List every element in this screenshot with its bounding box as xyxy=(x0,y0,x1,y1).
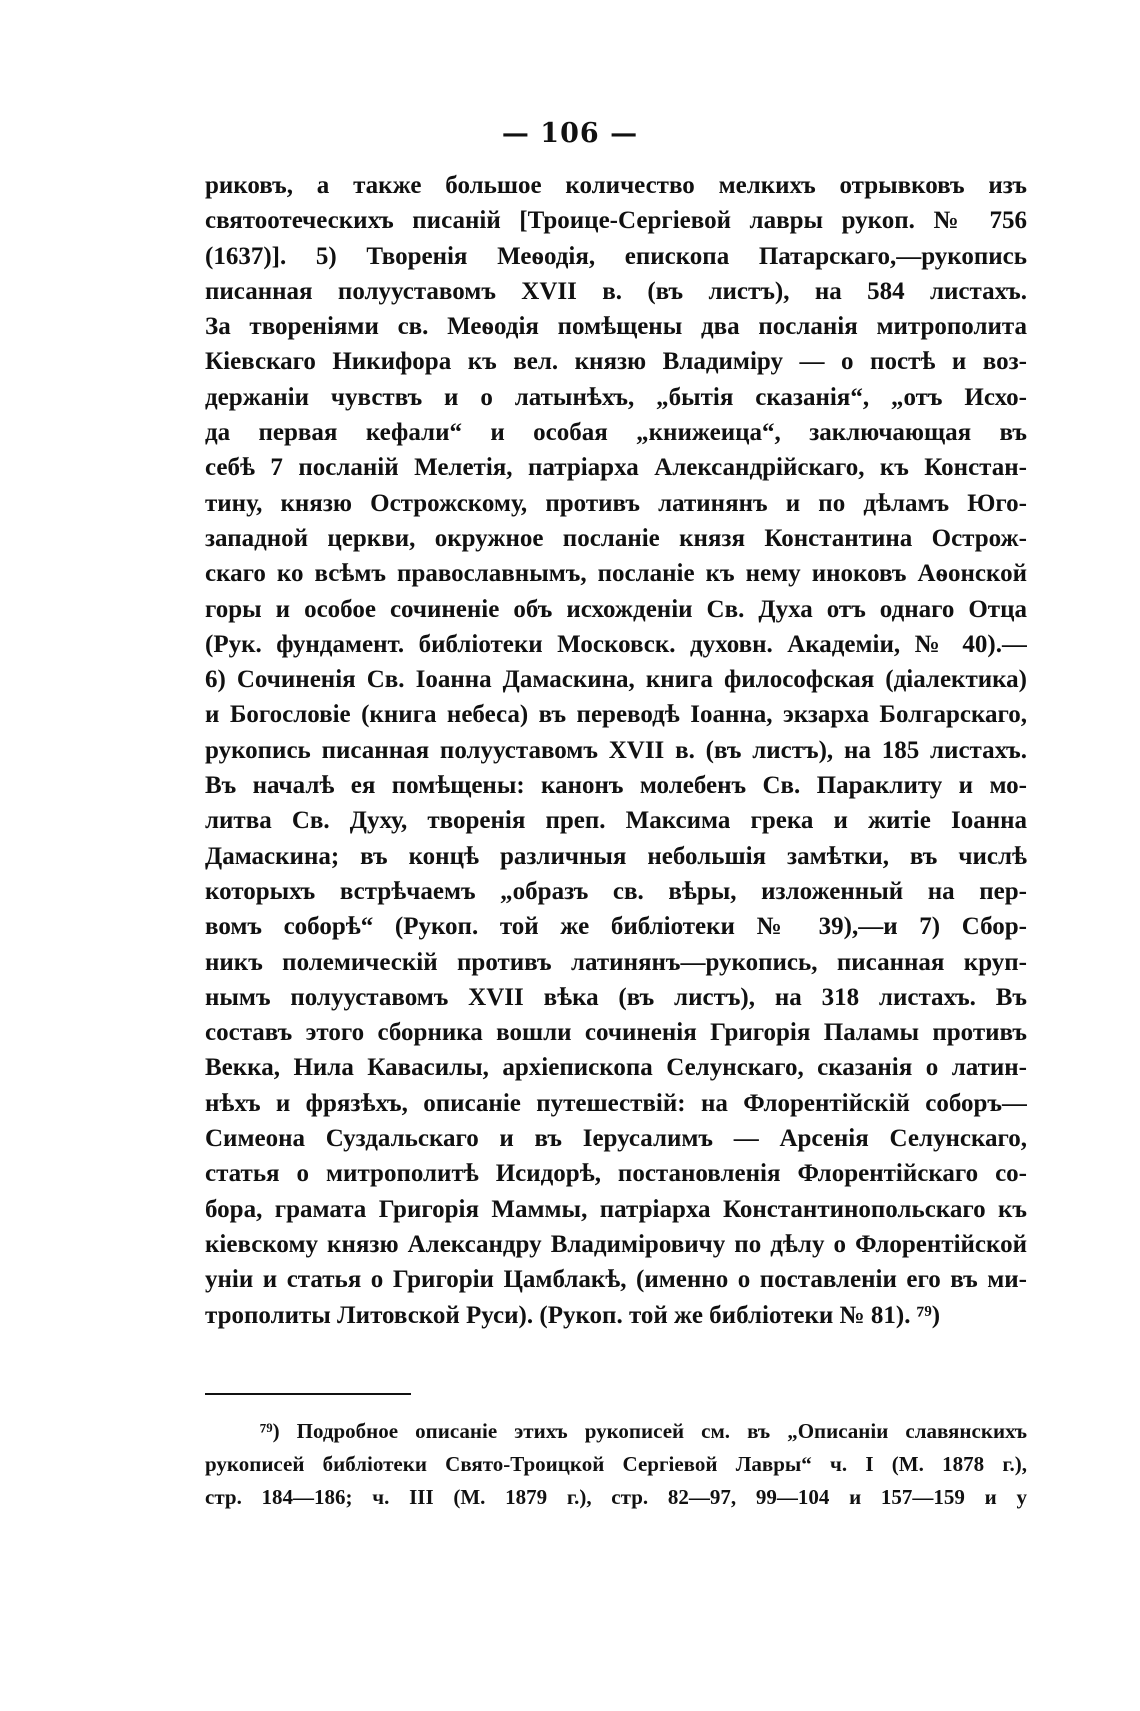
text-line: Дамаскина; въ концѣ различныя небольшія замѣтки, въ числѣ xyxy=(205,842,1027,870)
text-line: составъ этого сборника вошли сочиненія Григорія Паламы противъ xyxy=(205,1019,1027,1047)
text-line: Симеона Суздальскаго и въ Іерусалимъ — Арсенія Селунскаго, xyxy=(205,1125,1027,1153)
text-line: Векка, Нила Кавасилы, архіепископа Селунскаго, сказанія о латин- xyxy=(205,1054,1027,1082)
text-line: писанная полууставомъ XVII в. (въ листъ), на 584 листахъ. xyxy=(205,277,1027,305)
text-line: нѣхъ и фрязѣхъ, описаніе путешествій: на Флорентійскій соборъ— xyxy=(205,1089,1027,1117)
text-line: себѣ 7 посланій Мелетія, патріарха Александрійскаго, къ Констан- xyxy=(205,454,1027,482)
text-line: литва Св. Духу, творенія преп. Максима грека и житіе Іоанна xyxy=(205,807,1027,835)
text-line: тину, князю Острожскому, противъ латинянъ и по дѣламъ Юго- xyxy=(205,489,1027,517)
text-line: кіевскому князю Александру Владиміровичу по дѣлу о Флорентійской xyxy=(205,1230,1027,1258)
text-line: бора, грамата Григорія Маммы, патріарха Константинопольскаго къ xyxy=(205,1195,1027,1223)
text-line: (1637)]. 5) Творенія Меѳодія, епископа Патарскаго,—рукопись xyxy=(205,242,1027,270)
page-number: — 106 — xyxy=(501,118,639,149)
text-line: трополиты Литовской Руси). (Рукоп. той же библіотеки № 81). ⁷⁹) xyxy=(205,1301,941,1329)
text-line: (Рук. фундамент. библіотеки Московск. духовн. Академіи, № 40).— xyxy=(205,630,1027,658)
footnote-line: стр. 184—186; ч. III (М. 1879 г.), стр. 82—97, 99—104 и 157—159 и у xyxy=(205,1485,1027,1509)
text-line: риковъ, а также большое количество мелкихъ отрывковъ изъ xyxy=(205,172,1027,199)
text-line: За твореніями св. Меѳодія помѣщены два посланія митрополита xyxy=(205,313,1027,341)
footnote-line: ⁷⁹) Подробное описаніе этихъ рукописей см. въ „Описаніи славянскихъ xyxy=(260,1419,1027,1443)
text-line: Въ началѣ ея помѣщены: канонъ молебенъ Св. Параклиту и мо- xyxy=(205,772,1027,800)
text-line: да первая кефали“ и особая „книжеица“, заключающая въ xyxy=(205,419,1027,447)
text-line: держаніи чувствъ и о латынѣхъ, „бытія сказанія“, „отъ Исхо- xyxy=(205,383,1027,411)
text-line: нымъ полууставомъ XVII вѣка (въ листъ), на 318 листахъ. Въ xyxy=(205,983,1027,1011)
text-line: которыхъ встрѣчаемъ „образъ св. вѣры, изложенный на пер- xyxy=(205,877,1027,905)
main-text-block xyxy=(205,168,1027,1333)
text-line: уніи и статья о Григоріи Цамблакѣ, (именно о поставленіи его въ ми- xyxy=(205,1266,1027,1294)
text-line: вомъ соборѣ“ (Рукоп. той же библіотеки № 39),—и 7) Сбор- xyxy=(205,913,1027,941)
text-line: скаго ко всѣмъ православнымъ, посланіе къ нему иноковъ Аѳонской xyxy=(205,560,1027,588)
text-line: статья о митрополитѣ Исидорѣ, постановленія Флорентійскаго со- xyxy=(205,1160,1027,1188)
text-line: никъ полемическій противъ латинянъ—рукопись, писанная круп- xyxy=(205,948,1027,976)
footnote-line: рукописей библіотеки Свято-Троицкой Сергіевой Лавры“ ч. I (М. 1878 г.), xyxy=(205,1452,1027,1476)
text-line: святоотеческихъ писаній [Троице-Сергіевой лавры рукоп. № 756 xyxy=(205,207,1027,235)
text-line: и Богословіе (книга небеса) въ переводѣ Іоанна, экзарха Болгарскаго, xyxy=(205,701,1027,729)
footnote-separator-rule xyxy=(205,1393,411,1395)
text-line: 6) Сочиненія Св. Іоанна Дамаскина, книга философская (діалектика) xyxy=(205,666,1027,694)
text-line: рукопись писанная полууставомъ XVII в. (въ листъ), на 185 листахъ. xyxy=(205,736,1027,764)
text-line: западной церкви, окружное посланіе князя Константина Острож- xyxy=(205,524,1027,552)
text-line: Кіевскаго Никифора къ вел. князю Владиміру — о постѣ и воз- xyxy=(205,348,1027,376)
text-line: горы и особое сочиненіе объ исхожденіи Св. Духа отъ однаго Отца xyxy=(205,595,1027,623)
footnote-block xyxy=(205,1415,1027,1514)
